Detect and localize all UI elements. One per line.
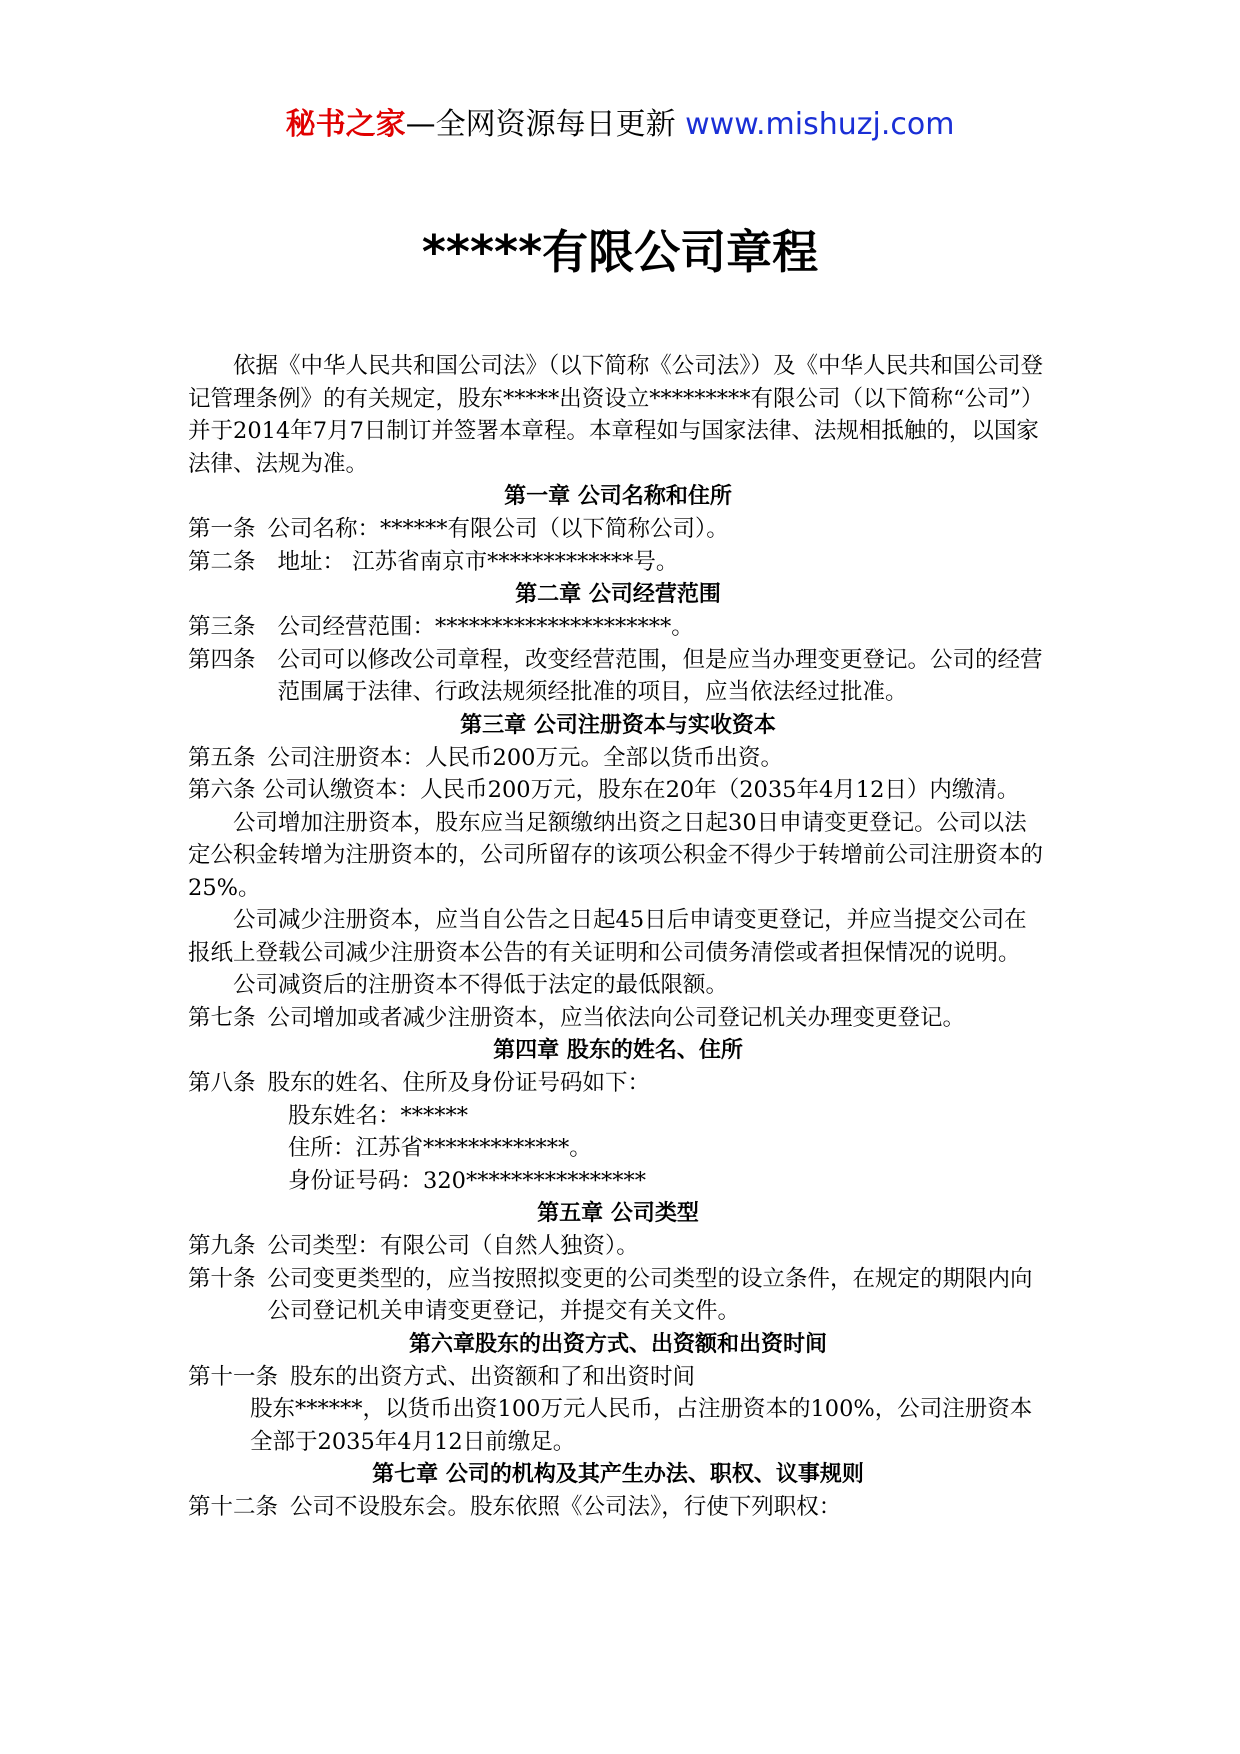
- article-number: 第三条: [188, 614, 256, 640]
- capital-reduction-paragraph: 公司减少注册资本，应当自公告之日起45日后申请变更登记，并应当提交公司在报纸上登载公司减少注册资本公告的有关证明和公司债务清偿或者担保情况的说明。: [188, 907, 1027, 966]
- article-9: [188, 1230, 1048, 1263]
- article-text: 股东的姓名、住所及身份证号码如下：: [267, 1070, 651, 1096]
- article-text: 公司名称：******有限公司（以下简称公司）。: [267, 516, 729, 542]
- shareholder-id-number: 身份证号码：320****************: [288, 1167, 646, 1194]
- chapter-5-heading: 第五章 公司类型: [537, 1201, 699, 1226]
- chapter-2-heading: 第二章 公司经营范围: [515, 582, 721, 607]
- minimum-capital-paragraph: 公司减资后的注册资本不得低于法定的最低限额。: [233, 972, 729, 998]
- document-body: [188, 350, 1048, 1524]
- article-number: 第十条: [188, 1265, 256, 1292]
- article-number: 第十一条: [188, 1363, 279, 1390]
- article-number: 第四条: [188, 646, 256, 673]
- article-number: 第五条: [188, 744, 256, 771]
- shareholder-name: 股东姓名：******: [288, 1102, 469, 1129]
- chapter-1-heading: 第一章 公司名称和住所: [504, 484, 732, 509]
- article-10: [188, 1263, 1048, 1328]
- article-text: 公司不设股东会。股东依照《公司法》，行使下列职权：: [290, 1494, 842, 1520]
- contribution-detail: 股东******，以货币出资100万元人民币，占注册资本的100%，公司注册资本全部于2035年4月12日前缴足。: [250, 1396, 1033, 1455]
- capital-increase-paragraph: 公司增加注册资本，股东应当足额缴纳出资之日起30日申请变更登记。公司以法定公积金转增为注册资本的，公司所留存的该项公积金不得少于转增前公司注册资本的25%。: [188, 809, 1044, 901]
- article-1: [188, 513, 1048, 546]
- document-title: *****有限公司章程: [421, 225, 819, 279]
- article-number: 第九条: [188, 1233, 256, 1259]
- chapter-7-heading: 第七章 公司的机构及其产生办法、职权、议事规则: [372, 1462, 864, 1487]
- article-number: 第十二条: [188, 1494, 279, 1520]
- shareholder-address: 住所：江苏省*************。: [288, 1135, 592, 1161]
- article-2: [188, 546, 1048, 579]
- chapter-6-heading: 第六章股东的出资方式、出资额和出资时间: [408, 1331, 827, 1357]
- article-4: [188, 644, 1048, 709]
- article-number: 第八条: [188, 1070, 256, 1096]
- article-number: 第一条: [188, 516, 256, 542]
- banner-url-link[interactable]: www.mishuzj.com: [685, 107, 955, 142]
- article-text: 股东的出资方式、出资额和了和出资时间: [290, 1363, 696, 1390]
- article-text: 公司经营范围：*********************。: [277, 614, 694, 640]
- preamble-paragraph: 依据《中华人民共和国公司法》（以下简称《公司法》）及《中华人民共和国公司登记管理条例》的有关规定，股东*****出资设立*********有限公司（以下简称“公司”）并于2014年7月7日制订并签署本章程。本章程如与国家法律、法规相抵触的，以国家法律、法规为准。: [188, 353, 1044, 477]
- article-text: 公司增加或者减少注册资本，应当依法向公司登记机关办理变更登记。: [267, 1004, 966, 1031]
- chapter-3-heading: 第三章 公司注册资本与实收资本: [460, 712, 776, 738]
- chapter-4-heading: 第四章 股东的姓名、住所: [493, 1038, 743, 1063]
- article-7: [188, 1002, 1048, 1035]
- article-text: 公司类型：有限公司（自然人独资）。: [267, 1233, 639, 1259]
- article-number: 第七条: [188, 1004, 256, 1031]
- article-text: 公司可以修改公司章程，改变经营范围，但是应当办理变更登记。公司的经营范围属于法律、行政法规须经批准的项目，应当依法经过批准。: [277, 646, 1043, 705]
- banner-tagline: —全网资源每日更新: [405, 107, 676, 142]
- article-11: [188, 1361, 1048, 1394]
- article-12: [188, 1491, 1048, 1524]
- article-text: 地址： 江苏省南京市*************号。: [277, 548, 679, 575]
- banner-brand: 秘书之家: [285, 107, 406, 142]
- article-text: 公司变更类型的，应当按照拟变更的公司类型的设立条件，在规定的期限内向公司登记机关申请变更登记，并提交有关文件。: [267, 1265, 1033, 1324]
- article-8: [188, 1067, 1048, 1100]
- article-3: [188, 611, 1048, 644]
- article-text: 公司注册资本：人民币200万元。全部以货币出资。: [267, 744, 783, 771]
- article-5: [188, 742, 1048, 775]
- article-number: 第二条: [188, 548, 256, 575]
- article-6: 第六条 公司认缴资本：人民币200万元，股东在20年（2035年4月12日）内缴清。: [188, 777, 1020, 803]
- site-banner: [0, 104, 1240, 146]
